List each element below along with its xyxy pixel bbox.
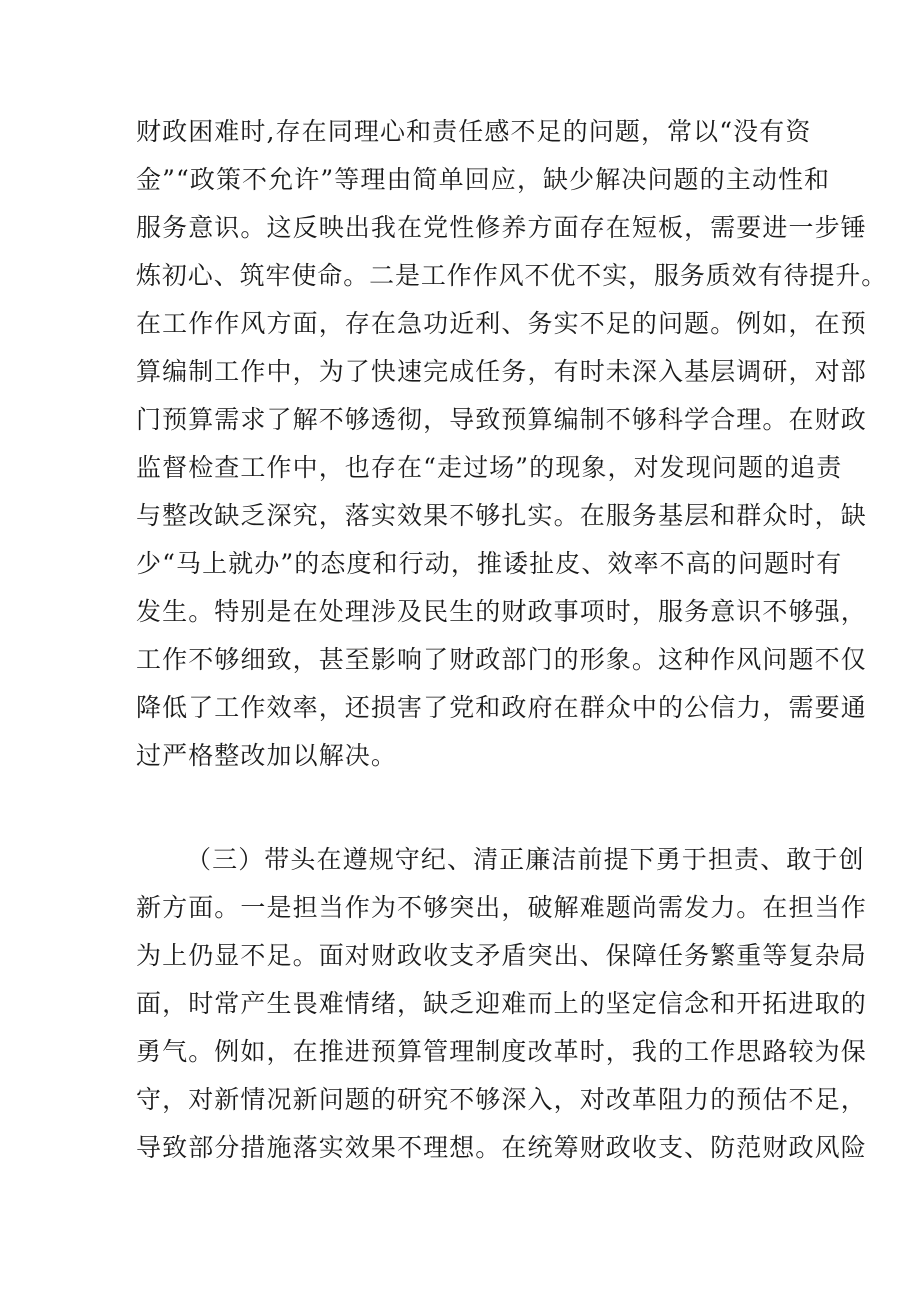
- text-line-6: 算编制工作中，为了快速完成任务，有时未深入基层调研，对部: [136, 357, 867, 386]
- text-line-7: 门预算需求了解不够透彻，导致预算编制不够科学合理。在财政: [136, 405, 867, 434]
- text-line-14: 过严格整改加以解决。: [136, 741, 398, 770]
- text-line-20: 守，对新情况新问题的研究不够深入，对改革阻力的预估不足，: [136, 1085, 867, 1114]
- text-line-2: 金”“政策不允许”等理由简单回应，缺少解决问题的主动性和: [136, 165, 831, 194]
- text-line-1: 财政困难时,存在同理心和责任感不足的问题，常以“没有资: [136, 117, 812, 146]
- text-line-4: 炼初心、筑牢使命。二是工作作风不优不实，服务质效有待提升。: [136, 261, 888, 290]
- text-line-18: 面，时常产生畏难情绪，缺乏迎难而上的坚定信念和开拓进取的: [136, 989, 867, 1018]
- text-line-13: 降低了工作效率，还损害了党和政府在群众中的公信力，需要通: [136, 693, 867, 722]
- text-line-11: 发生。特别是在处理涉及民生的财政事项时，服务意识不够强，: [136, 597, 867, 626]
- text-line-19: 勇气。例如，在推进预算管理制度改革时，我的工作思路较为保: [136, 1037, 867, 1066]
- text-line-8: 监督检查工作中，也存在“走过场”的现象，对发现问题的追责: [136, 453, 843, 482]
- text-line-5: 在工作作风方面，存在急功近利、务实不足的问题。例如，在预: [136, 309, 867, 338]
- text-line-12: 工作不够细致，甚至影响了财政部门的形象。这种作风问题不仅: [136, 645, 867, 674]
- text-line-17: 为上仍显不足。面对财政收支矛盾突出、保障任务繁重等复杂局: [136, 941, 867, 970]
- section-heading-line: （三）带头在遵规守纪、清正廉洁前提下勇于担责、敢于创: [186, 845, 865, 874]
- text-line-16: 新方面。一是担当作为不够突出，破解难题尚需发力。在担当作: [136, 893, 867, 922]
- text-line-3: 服务意识。这反映出我在党性修养方面存在短板，需要进一步锤: [136, 213, 867, 242]
- text-line-10: 少“马上就办”的态度和行动，推诿扯皮、效率不高的问题时有: [136, 549, 843, 578]
- text-line-21: 导致部分措施落实效果不理想。在统筹财政收支、防范财政风险: [136, 1133, 867, 1162]
- text-line-9: 与整改缺乏深究，落实效果不够扎实。在服务基层和群众时，缺: [136, 501, 867, 530]
